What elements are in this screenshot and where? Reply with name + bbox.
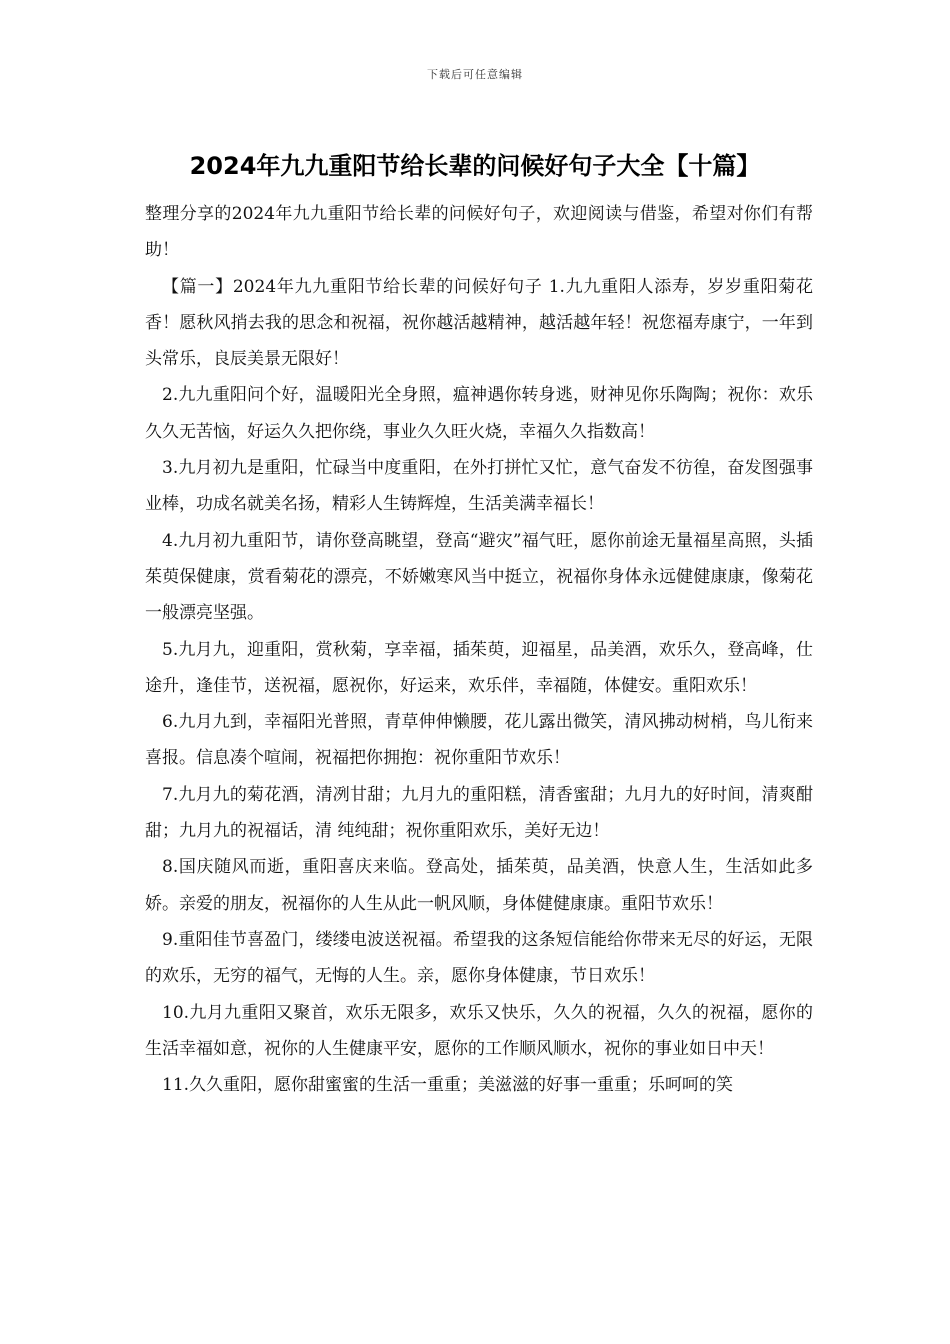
paragraph-3: 3.九月初九是重阳，忙碌当中度重阳，在外打拼忙又忙，意气奋发不彷徨，奋发图强事业棒，功成名就美名扬，精彩人生铸辉煌，生活美满幸福长！ bbox=[145, 458, 813, 515]
paragraph-8: 8.国庆随风而逝，重阳喜庆来临。登高处，插茱萸，品美酒，快意人生，生活如此多娇。亲爱的朋友，祝福你的人生从此一帆风顺，身体健健康康。重阳节欢乐！ bbox=[145, 857, 813, 914]
paragraph-4: 4.九月初九重阳节，请你登高眺望，登高“避灾”福气旺，愿你前途无量福星高照，头插茱萸保健康，赏看菊花的漂亮，不娇嫩寒风当中挺立，祝福你身体永远健健康康，像菊花一般漂亮坚强。 bbox=[145, 530, 813, 624]
paragraph-6: 6.九月九到，幸福阳光普照，青草伸伸懒腰，花儿露出微笑，清风拂动树梢，鸟儿衔来喜报。信息凑个喧闹，祝福把你拥抱：祝你重阳节欢乐！ bbox=[145, 712, 813, 769]
paragraph-11: 11.久久重阳，愿你甜蜜蜜的生活一重重；美滋滋的好事一重重；乐呵呵的笑 bbox=[162, 1075, 734, 1096]
document-title: 2024年九九重阳节给长辈的问候好句子大全【十篇】 bbox=[189, 152, 761, 180]
paragraph-7: 7.九月九的菊花酒，清冽甘甜；九月九的重阳糕，清香蜜甜；九月九的好时间，清爽酣甜；九月九的祝福话，清 纯纯甜；祝你重阳欢乐，美好无边！ bbox=[145, 784, 813, 842]
paragraph-2: 2.九九重阳问个好，温暖阳光全身照，瘟神遇你转身逃，财神见你乐陶陶；祝你：欢乐久久无苦恼，好运久久把你绕，事业久久旺火烧，幸福久久指数高！ bbox=[145, 385, 813, 442]
paragraph-10: 10.九月九重阳又聚首，欢乐无限多，欢乐又快乐，久久的祝福，久久的祝福，愿你的生活幸福如意，祝你的人生健康平安，愿你的工作顺风顺水，祝你的事业如日中天！ bbox=[145, 1002, 813, 1059]
document-body bbox=[145, 196, 813, 1103]
paragraph-1: 【篇一】2024年九九重阳节给长辈的问候好句子 1.九九重阳人添寿，岁岁重阳菊花香！愿秋风捎去我的思念和祝福，祝你越活越精神，越活越年轻！祝您福寿康宁，一年到头常乐，良辰美景无限好！ bbox=[145, 276, 813, 370]
paragraph-5: 5.九月九，迎重阳，赏秋菊，享幸福，插茱萸，迎福星，品美酒，欢乐久，登高峰，仕途升，逢佳节，送祝福，愿祝你，好运来，欢乐伴，幸福随，体健安。重阳欢乐！ bbox=[145, 639, 813, 696]
paragraph-9: 9.重阳佳节喜盈门，缕缕电波送祝福。希望我的这条短信能给你带来无尽的好运，无限的欢乐，无穷的福气，无悔的人生。亲，愿你身体健康，节日欢乐！ bbox=[145, 929, 813, 987]
intro-paragraph: 整理分享的2024年九九重阳节给长辈的问候好句子，欢迎阅读与借鉴，希望对你们有帮助！ bbox=[145, 204, 813, 261]
page-header-note: 下载后可任意编辑 bbox=[427, 68, 523, 81]
